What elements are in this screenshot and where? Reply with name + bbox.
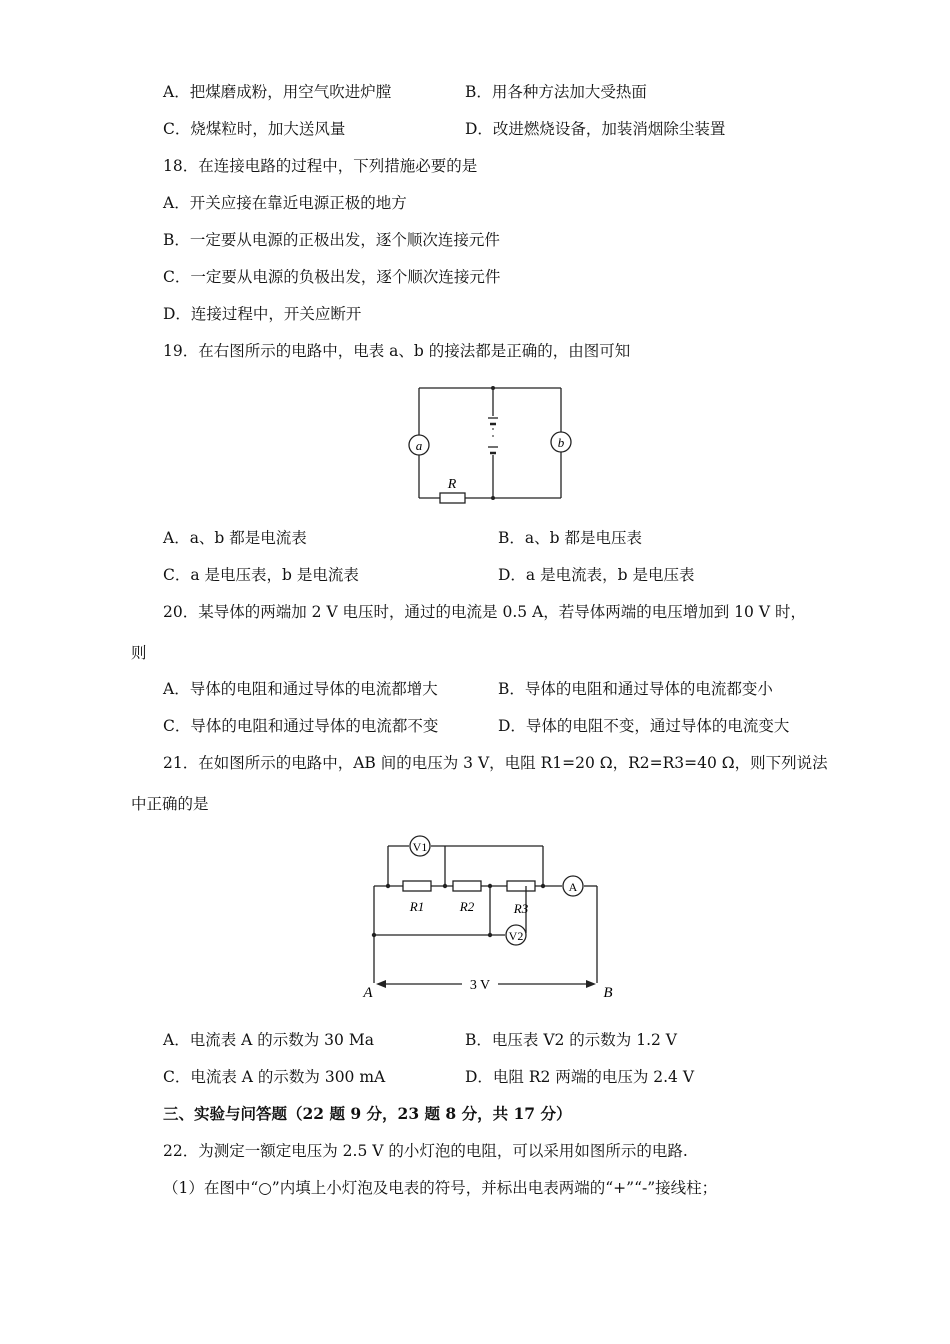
arrow-right-icon (586, 980, 596, 988)
q21-stem-line1: 21．在如图所示的电路中，AB 间的电压为 3 V，电阻 R1=20 Ω，R2=R3=40 Ω，则下列说法 (163, 754, 828, 772)
bottom-junction (491, 496, 495, 500)
terminal-a-label: A (363, 985, 373, 1001)
q21-stem-line2: 中正确的是 (131, 795, 209, 813)
q18-option-b: B．一定要从电源的正极出发，逐个顺次连接元件 (163, 231, 500, 249)
resistor-r (440, 493, 465, 503)
voltmeter-v1-label: V1 (412, 840, 428, 854)
top-junction (491, 386, 495, 390)
battery-icon (488, 418, 498, 453)
q22-stem: 22．为测定一额定电压为 2.5 V 的小灯泡的电阻，可以采用如图所示的电路. (163, 1142, 688, 1160)
q17-option-d: D．改进燃烧设备，加装消烟除尘装置 (465, 120, 726, 138)
junction-dot (443, 884, 447, 888)
q21-option-d: D．电阻 R2 两端的电压为 2.4 V (465, 1068, 695, 1086)
meter-a-label: a (415, 438, 423, 453)
q19-option-c: C．a 是电压表，b 是电流表 (163, 566, 359, 584)
q20-option-d: D．导体的电阻不变，通过导体的电流变大 (498, 717, 790, 735)
q20-option-c: C．导体的电阻和通过导体的电流都不变 (163, 717, 439, 735)
voltage-label: 3 V (469, 978, 491, 993)
q19-option-d: D．a 是电流表，b 是电压表 (498, 566, 695, 584)
q18-option-a: A．开关应接在靠近电源正极的地方 (163, 194, 407, 212)
resistor-r2-label: R2 (459, 899, 475, 914)
q21-option-a: A．电流表 A 的示数为 30 Ma (163, 1031, 374, 1049)
q17-option-a: A．把煤磨成粉，用空气吹进炉膛 (163, 83, 392, 101)
resistor-r-label: R (447, 477, 457, 492)
junction-dot (541, 884, 545, 888)
resistor-r3-label: R3 (513, 901, 529, 916)
q20-stem-line2: 则 (131, 644, 147, 662)
q19-circuit-diagram (400, 380, 585, 510)
q19-option-b: B．a、b 都是电压表 (498, 529, 642, 547)
q20-stem-line1: 20．某导体的两端加 2 V 电压时，通过的电流是 0.5 A，若导体两端的电压增加到 10 V 时， (163, 603, 806, 621)
q19-stem: 19．在右图所示的电路中，电表 a、b 的接法都是正确的，由图可知 (163, 342, 631, 360)
junction-dot (386, 884, 390, 888)
junction-dot (488, 933, 492, 937)
q18-option-d: D．连接过程中，开关应断开 (163, 305, 362, 323)
resistor-r2 (453, 881, 481, 891)
q21-option-b: B．电压表 V2 的示数为 1.2 V (465, 1031, 677, 1049)
resistor-r1-label: R1 (409, 899, 425, 914)
resistor-r3 (507, 881, 535, 891)
q21-option-c: C．电流表 A 的示数为 300 mA (163, 1068, 386, 1086)
q18-option-c: C．一定要从电源的负极出发，逐个顺次连接元件 (163, 268, 501, 286)
meter-b-label: b (557, 435, 565, 450)
resistor-r1 (403, 881, 431, 891)
arrow-left-icon (376, 980, 386, 988)
q20-option-b: B．导体的电阻和通过导体的电流都变小 (498, 680, 773, 698)
q22-sub-1: （1）在图中“○”内填上小灯泡及电表的符号，并标出电表两端的“+”“-”接线柱； (163, 1179, 718, 1197)
terminal-b-label: B (603, 985, 613, 1001)
voltmeter-v2-label: V2 (508, 929, 524, 943)
q17-option-b: B．用各种方法加大受热面 (465, 83, 647, 101)
q18-stem: 18．在连接电路的过程中，下列措施必要的是 (163, 157, 478, 175)
q17-option-c: C．烧煤粒时，加大送风量 (163, 120, 346, 138)
junction-dot (488, 884, 492, 888)
q20-option-a: A．导体的电阻和通过导体的电流都增大 (163, 680, 438, 698)
ammeter-label: A (568, 880, 578, 894)
section-3-heading: 三、实验与问答题（22 题 9 分，23 题 8 分，共 17 分） (163, 1104, 572, 1123)
junction-dot (372, 933, 376, 937)
q21-circuit-diagram (350, 825, 630, 1005)
q19-option-a: A．a、b 都是电流表 (163, 529, 307, 547)
